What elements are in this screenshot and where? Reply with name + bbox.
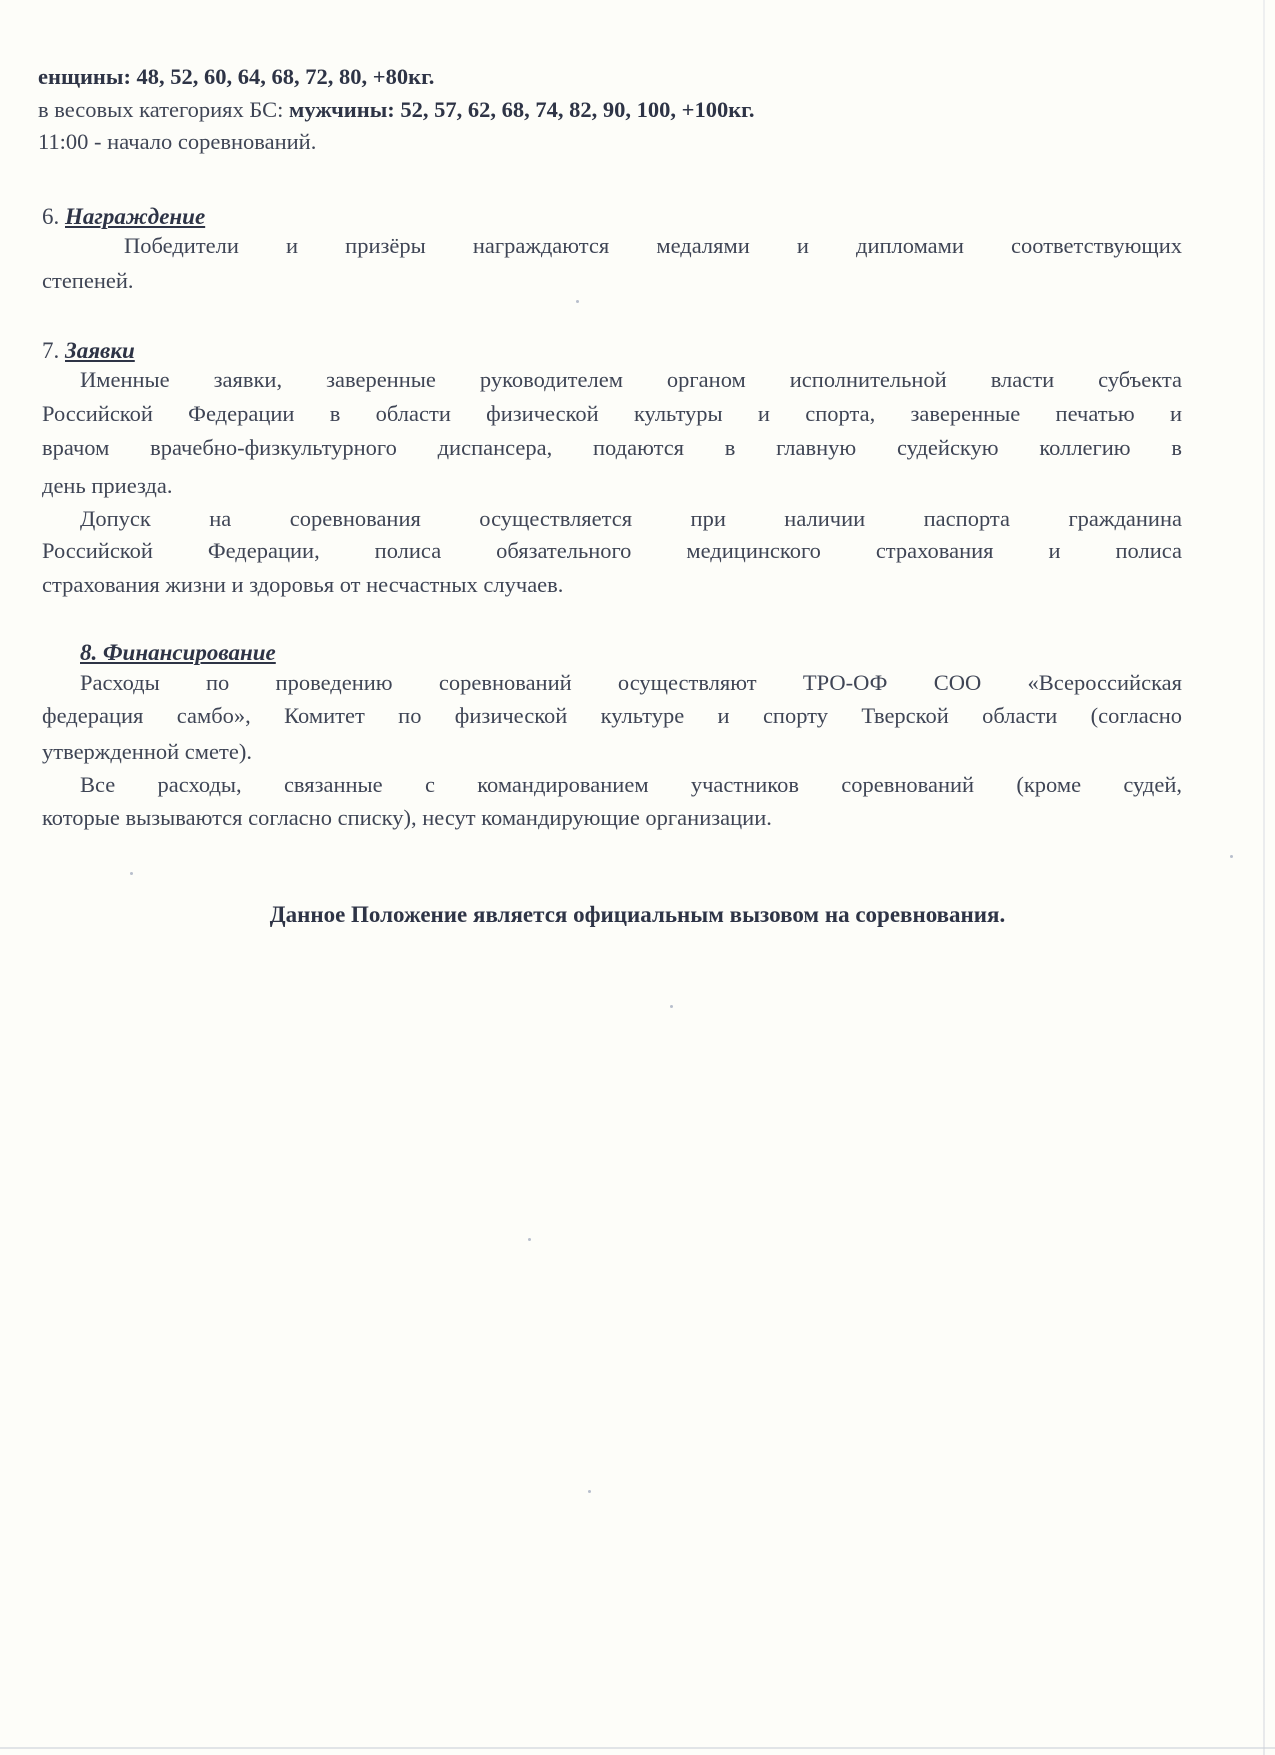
section-8-p1-line-1: Расходы по проведению соревнований осуществляют ТРО-ОФ СОО «Всероссийская	[80, 670, 1182, 695]
section-6-heading	[42, 202, 205, 232]
section-8-heading	[80, 638, 276, 668]
section-7-p1-line-3: врачом врачебно-физкультурного диспансера, подаются в главную судейскую коллегию в	[42, 435, 1182, 460]
section-7-p1-line-2: Российской Федерации в области физической культуры и спорта, заверенные печатью и	[42, 401, 1182, 426]
section-8-p2-line-1: Все расходы, связанные с командированием участников соревнований (кроме судей,	[80, 772, 1182, 797]
scan-speck	[528, 1238, 531, 1241]
section-6-line-2: степеней.	[42, 268, 134, 293]
section-8-title: 8. Финансирование	[80, 640, 276, 665]
scan-speck	[588, 1490, 591, 1493]
section-7-p1-line-4: день приезда.	[42, 473, 173, 498]
section-8-p2-line-2: которые вызываются согласно списку), несут командирующие организации.	[42, 805, 772, 830]
men-weight-values: мужчины: 52, 57, 62, 68, 74, 82, 90, 100, +100кг.	[289, 97, 755, 122]
scan-right-edge	[1263, 0, 1265, 1755]
scan-speck	[130, 872, 133, 875]
start-time: 11:00 - начало соревнований.	[38, 129, 317, 154]
section-6-title: Награждение	[65, 204, 206, 229]
official-invitation-statement: Данное Положение является официальным вызовом на соревнования.	[269, 902, 1006, 927]
scan-speck	[576, 300, 579, 303]
men-weight-prefix: в весовых категориях БС:	[38, 97, 290, 122]
section-6-line-1: Победители и призёры награждаются медалями и дипломами соответствующих	[124, 233, 1182, 258]
section-7-p2-line-1: Допуск на соревнования осуществляется при наличии паспорта гражданина	[80, 506, 1182, 531]
section-8-p1-line-3: утвержденной смете).	[42, 739, 252, 764]
section-8-p1-line-2: федерация самбо», Комитет по физической культуре и спорту Тверской области (согласно	[42, 703, 1182, 728]
men-weight-categories	[38, 95, 754, 125]
section-7-title: Заявки	[65, 338, 135, 363]
women-weight-categories: енщины: 48, 52, 60, 64, 68, 72, 80, +80кг.	[38, 64, 435, 89]
section-7-number: 7.	[42, 338, 65, 363]
scan-speck	[670, 1005, 673, 1008]
section-7-p1-line-1: Именные заявки, заверенные руководителем органом исполнительной власти субъекта	[80, 367, 1182, 392]
section-7-heading	[42, 336, 135, 366]
scan-speck	[1230, 855, 1233, 858]
section-6-number: 6.	[42, 204, 65, 229]
scan-bottom-edge	[0, 1747, 1275, 1749]
section-7-p2-line-2: Российской Федерации, полиса обязательного медицинского страхования и полиса	[42, 538, 1182, 563]
section-7-p2-line-3: страхования жизни и здоровья от несчастных случаев.	[42, 572, 564, 597]
